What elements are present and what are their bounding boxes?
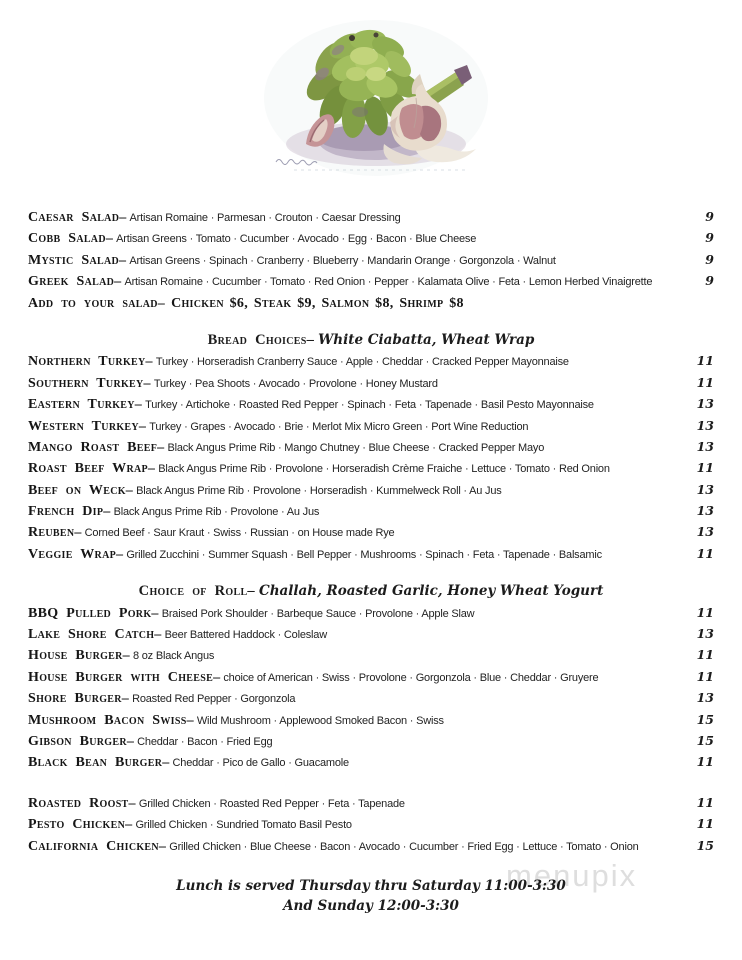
section-salads (28, 208, 714, 315)
item-name: Shore Burger– (28, 691, 130, 707)
item-description: Turkey · Pea Shoots · Avocado · Provolone · Honey Mustard (153, 377, 438, 390)
menu-item-text (28, 668, 678, 686)
item-price: 11 (696, 816, 714, 832)
item-name: Beef on Weck– (28, 482, 134, 498)
menu-item-row (28, 208, 714, 229)
item-price: 11 (696, 794, 714, 810)
item-price: 9 (705, 251, 714, 267)
menu-item-row (28, 459, 714, 480)
item-price: 13 (696, 524, 714, 540)
hours-note (0, 877, 742, 916)
menu-item-row (28, 794, 714, 815)
section-header-burgers (28, 582, 714, 603)
menu-item-text (28, 523, 678, 541)
menu-item-text (28, 352, 678, 370)
item-price: 13 (696, 481, 714, 497)
menu-item-text (28, 251, 678, 269)
item-name: BBQ Pulled Pork– (28, 605, 159, 621)
section-subtitle: White Ciabatta, Wheat Wrap (318, 331, 535, 348)
item-name: Pesto Chicken– (28, 817, 133, 833)
item-description: Artisan Romaine · Cucumber · Tomato · Red Onion · Pepper · Kalamata Olive · Feta · Lemon Herbed Vinaigrette (124, 276, 653, 289)
item-description: Braised Pork Shoulder · Barbeque Sauce · Provolone · Apple Slaw (161, 607, 475, 620)
menu-item-row (28, 604, 714, 625)
item-name: Black Bean Burger– (28, 755, 170, 771)
menu-item-text (28, 294, 678, 312)
item-name: Lake Shore Catch– (28, 627, 162, 643)
menu-item-text (28, 272, 678, 290)
item-price: 11 (696, 353, 714, 369)
item-price: 13 (696, 690, 714, 706)
item-price: 15 (696, 732, 714, 748)
item-name: Greek Salad– (28, 274, 122, 290)
menu-item-text (28, 481, 678, 499)
item-name: Western Turkey– (28, 418, 147, 434)
item-name: Northern Turkey– (28, 354, 153, 370)
item-description: Beer Battered Haddock · Coleslaw (164, 629, 327, 642)
item-price: 9 (705, 209, 714, 224)
menu-item-text (28, 815, 678, 833)
item-description: Turkey · Artichoke · Roasted Red Pepper · Spinach · Feta · Tapenade · Basil Pesto Mayonnaise (145, 399, 594, 412)
item-description: 8 oz Black Angus (132, 650, 215, 663)
menu-item-row (28, 417, 714, 438)
item-name: California Chicken– (28, 838, 167, 854)
artichoke-watercolor-svg (264, 16, 494, 178)
item-description: Chicken $6, Steak $9, Salmon $8, Shrimp $8 (171, 295, 464, 311)
item-price: 9 (705, 273, 714, 289)
item-price: 11 (696, 460, 714, 476)
item-price: 11 (696, 668, 714, 684)
section-sandwiches (28, 331, 714, 566)
menu-item-text (28, 732, 678, 750)
item-description: Artisan Romaine · Parmesan · Crouton · Caesar Dressing (129, 212, 401, 224)
menu-item-row (28, 374, 714, 395)
item-name: Roasted Roost– (28, 795, 136, 811)
item-price: 13 (696, 438, 714, 454)
menu-item-row (28, 815, 714, 836)
menu-item-text (28, 646, 678, 664)
item-name: French Dip– (28, 504, 111, 520)
menu-item-row (28, 229, 714, 250)
item-name: Gibson Burger– (28, 733, 135, 749)
menu-item-row (28, 523, 714, 544)
menu-item-text (28, 208, 678, 226)
menu-item-text (28, 459, 678, 477)
item-description: Black Angus Prime Rib · Provolone · Horseradish · Kummelweck Roll · Au Jus (136, 484, 502, 497)
item-name: Caesar Salad– (28, 210, 127, 225)
item-price: 13 (696, 626, 714, 642)
item-name: Mango Roast Beef– (28, 439, 165, 455)
menu-item-text (28, 374, 678, 392)
item-name: Eastern Turkey– (28, 397, 143, 413)
menu-item-row (28, 502, 714, 523)
section-header-sandwiches (28, 331, 714, 352)
item-description: Grilled Zucchini · Summer Squash · Bell Pepper · Mushrooms · Spinach · Feta · Tapenade · Balsamic (126, 548, 602, 561)
menu-item-text (28, 625, 678, 643)
item-name: Roast Beef Wrap– (28, 461, 156, 477)
menu-item-row (28, 732, 714, 753)
item-description: Cheddar · Pico de Gallo · Guacamole (172, 757, 349, 770)
menu-item-text (28, 711, 678, 729)
menu-item-row (28, 668, 714, 689)
item-description: Grilled Chicken · Sundried Tomato Basil Pesto (135, 819, 352, 832)
menu-item-text (28, 417, 678, 435)
item-price: 11 (696, 604, 714, 620)
item-name: House Burger with Cheese– (28, 669, 221, 685)
item-name: Add to your salad– (28, 295, 166, 311)
item-price: 11 (696, 754, 714, 770)
artichoke-garlic-watercolor (264, 16, 494, 178)
menu-item-text (28, 604, 678, 622)
item-name: Mystic Salad– (28, 252, 127, 268)
menu-item-text (28, 502, 678, 520)
menu-item-row (28, 753, 714, 774)
menu-item-row (28, 481, 714, 502)
item-name: House Burger– (28, 648, 130, 664)
item-description: Cheddar · Bacon · Fried Egg (137, 735, 273, 748)
menu-item-row (28, 711, 714, 732)
item-description: Grilled Chicken · Blue Cheese · Bacon · Avocado · Cucumber · Fried Egg · Lettuce · Tomato · Onion (169, 840, 639, 853)
item-price: 11 (696, 647, 714, 663)
menu-item-row (28, 352, 714, 373)
menu-item-text (28, 229, 678, 247)
menu-item-row (28, 545, 714, 566)
section-burgers (28, 582, 714, 775)
item-price: 11 (696, 374, 714, 390)
menu-item-row (28, 646, 714, 667)
item-name: Mushroom Bacon Swiss– (28, 712, 194, 728)
menu-item-text (28, 438, 678, 456)
hours-line-2: And Sunday 12:00-3:30 (283, 897, 459, 914)
item-price: 9 (705, 230, 714, 246)
menu-item-row (28, 689, 714, 710)
item-description: Artisan Greens · Spinach · Cranberry · Blueberry · Mandarin Orange · Gorgonzola · Walnut (129, 254, 556, 267)
item-description: Black Angus Prime Rib · Provolone · Au Jus (113, 506, 320, 519)
item-price: 15 (696, 837, 714, 853)
menu-item-text (28, 395, 678, 413)
section-chicken (28, 794, 714, 858)
menu-item-row (28, 837, 714, 858)
item-description: Corned Beef · Saur Kraut · Swiss · Russian · on House made Rye (84, 527, 395, 540)
menu-item-text (28, 753, 678, 771)
item-description: choice of American · Swiss · Provolone · Gorgonzola · Blue · Cheddar · Gruyere (223, 671, 599, 684)
menu-item-text (28, 837, 678, 855)
item-price: 11 (696, 545, 714, 561)
item-description: Roasted Red Pepper · Gorgonzola (132, 693, 296, 706)
item-name: Veggie Wrap– (28, 546, 124, 562)
menu-item-row (28, 272, 714, 293)
menupix-watermark: menupix (506, 858, 638, 893)
item-description: Wild Mushroom · Applewood Smoked Bacon · Swiss (196, 714, 444, 727)
menu-body (28, 208, 714, 858)
menu-item-row (28, 251, 714, 272)
menu-item-row (28, 395, 714, 416)
item-price: 13 (696, 503, 714, 519)
item-name: Cobb Salad– (28, 231, 114, 247)
menu-item-row (28, 294, 714, 315)
section-title: Choice of Roll– (138, 583, 255, 600)
item-description: Black Angus Prime Rib · Mango Chutney · Blue Cheese · Cracked Pepper Mayo (167, 441, 545, 454)
item-description: Turkey · Grapes · Avocado · Brie · Merlot Mix Micro Green · Port Wine Reduction (149, 420, 529, 433)
item-price: 13 (696, 417, 714, 433)
menu-item-row (28, 438, 714, 459)
menu-item-text (28, 794, 678, 812)
item-description: Grilled Chicken · Roasted Red Pepper · Feta · Tapenade (138, 797, 405, 810)
menu-item-row (28, 625, 714, 646)
section-subtitle: Challah, Roasted Garlic, Honey Wheat Yogurt (258, 583, 604, 600)
item-description: Artisan Greens · Tomato · Cucumber · Avocado · Egg · Bacon · Blue Cheese (116, 233, 477, 246)
item-name: Reuben– (28, 525, 82, 541)
menu-item-text (28, 689, 678, 707)
section-title: Bread Choices– (207, 331, 315, 348)
hours-line-1: Lunch is served Thursday thru Saturday 11:00-3:30 (176, 878, 566, 894)
menu-item-text (28, 545, 678, 563)
item-name: Southern Turkey– (28, 375, 151, 391)
item-price: 13 (696, 396, 714, 412)
item-description: Black Angus Prime Rib · Provolone · Horseradish Crème Fraiche · Lettuce · Tomato · Red Onion (158, 463, 610, 476)
item-price: 15 (696, 711, 714, 727)
item-description: Turkey · Horseradish Cranberry Sauce · Apple · Cheddar · Cracked Pepper Mayonnaise (155, 356, 569, 369)
